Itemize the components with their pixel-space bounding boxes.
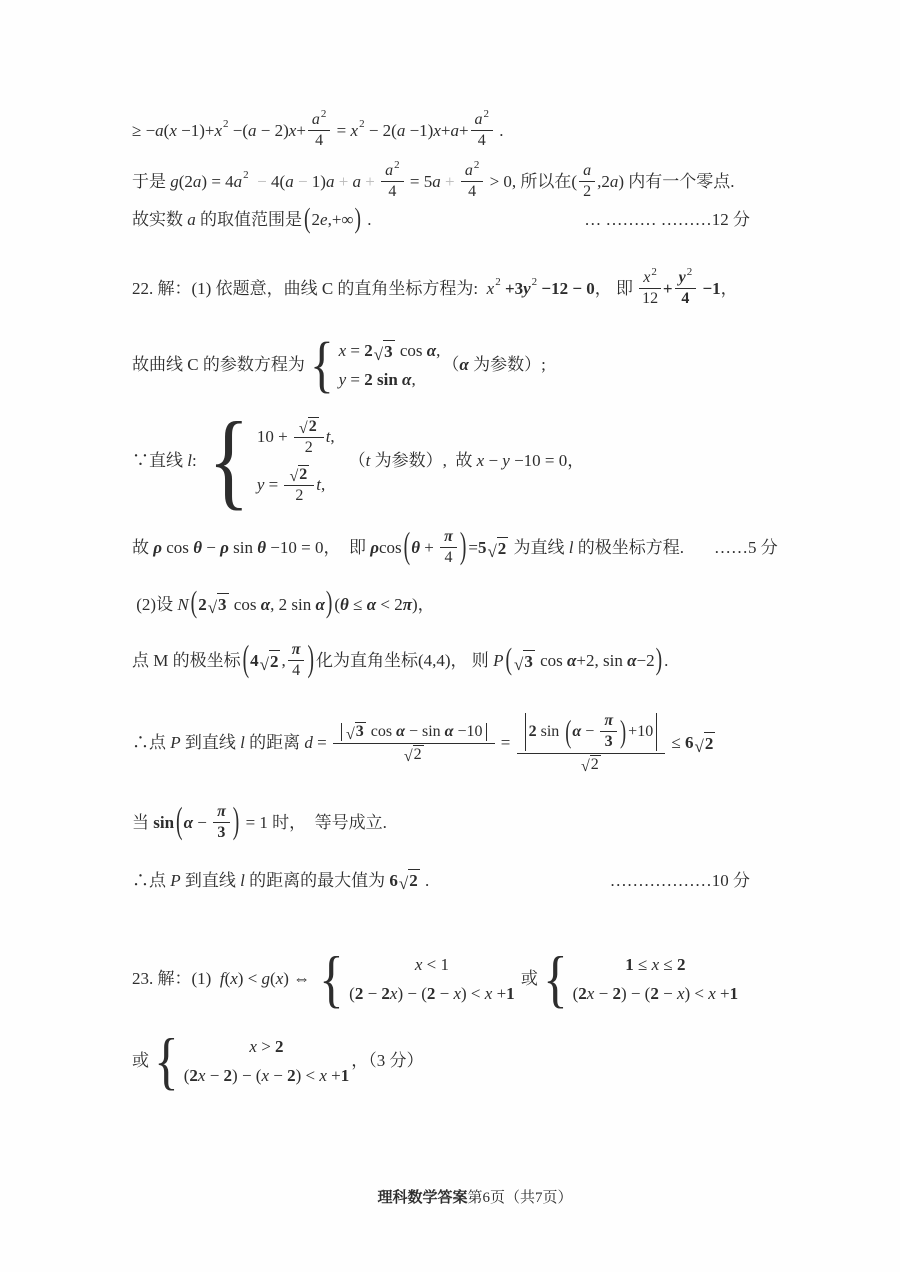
sqrt-radical: √ 3	[513, 651, 533, 675]
big-paren-group: ( α − $\frac{\pi}{3}$ )	[565, 712, 627, 751]
sqrt-radical: √ 2	[581, 755, 599, 776]
formula-line-10: ∴点 P 到直线 l 的距离 d = √ 3 cos α − sin α −10 √ 2 = 2 sin ( α − $\frac{\pi}{3}$ ) +10 √ 2 ≤ 6 √ 2	[132, 712, 714, 776]
fraction: $\frac{\pi}{4}$	[288, 641, 305, 681]
cases-brace-group: { x > 2 ( 2 x − 2 ) − ( x − 2 ) < x + 1	[154, 1025, 350, 1096]
formula-line-3: 故实数 a 的取值范围是 ( 2 e ,+∞ ) . … ……… ………12 分	[132, 203, 750, 235]
fraction: x 2 12	[639, 269, 661, 309]
big-paren-group: ( √ 3 cos α +2, sin α −2 )	[505, 644, 663, 677]
sqrt-radical: √ 3	[373, 341, 393, 364]
sqrt-radical: √ 2	[259, 651, 279, 675]
sqrt-radical: √ 2	[398, 871, 418, 894]
big-paren-group: ( 2 √ 3 cos α , 2 sin α )	[190, 587, 333, 620]
big-paren-group: ( 2 e ,+∞ )	[304, 203, 362, 235]
formula-line-2: 于是 g (2 a ) = 4 a 2 − 4( a − 1) a + a + a 2 4 = 5 a + a 2 4 > 0, 所以在( $\frac{a}{2}$ ,2 a ) 内有一个零点.	[132, 158, 735, 201]
fraction: √ 2 2	[284, 465, 314, 506]
sqrt-radical: √ 2	[298, 417, 317, 438]
fraction: $\frac{\pi}{3}$	[213, 803, 230, 843]
formula-line-9: 点 M 的极坐标 ( 4 √ 2 , $\frac{\pi}{4}$ ) 化为直角坐标(4,4)， 则 P ( √ 3 cos α +2, sin α −2 ) .	[132, 640, 669, 681]
big-paren-group: ( α − $\frac{\pi}{3}$ )	[176, 802, 240, 843]
fraction	[333, 722, 495, 764]
formula-line-6: ∵直线 l : { 10 + √ 2 2 t , y = √ 2 2 t , （ t 为参数）, 故 x − y −10 = 0，	[132, 401, 585, 520]
footer-title: 理科数学答案	[377, 1190, 468, 1206]
sqrt-radical: √ 3	[345, 723, 364, 743]
fraction: $\frac{\pi}{3}$	[600, 712, 617, 752]
fraction: $\frac{a}{2}$	[579, 162, 595, 202]
fraction: $\frac{\pi}{4}$	[440, 528, 457, 568]
fraction: a 2 4	[381, 162, 404, 202]
formula-line-11: 当 sin ( α − $\frac{\pi}{3}$ ) = 1 时， 等号成立.	[132, 802, 387, 843]
absolute-value-group: √ 3 cos α − sin α −10	[338, 722, 490, 741]
formula-line-4: 22. 解：(1) 依题意，曲线 C 的直角坐标方程为: x 2 +3 y 2 −12 − 0 ， 即 x 2 12 + y 2 4 −1 ，	[132, 265, 738, 308]
absolute-value-group: 2 sin ( α − $\frac{\pi}{3}$ ) +10	[522, 712, 661, 752]
formula-line-12: ∴点 P 到直线 l 的距离的最大值为 6 √ 2 . ………………10 分	[132, 870, 750, 894]
fraction: a 2 4	[471, 111, 494, 151]
formula-line-1: ≥ − a ( x −1)+ x 2 −( a − 2) x + a 2 4 = x 2 − 2( a −1) x + a + a 2 4 .	[132, 107, 504, 150]
sqrt-radical: √ 2	[487, 538, 507, 562]
formula-line-7: 故 ρ cos θ − ρ sin θ −10 = 0， 即 ρ cos ( θ + $\frac{\pi}{4}$ ) = 5 √ 2 为直线 l 的极坐标方程. ……5 分	[132, 527, 778, 568]
fraction: y 2 4	[675, 269, 697, 309]
formula-line-14: 或 { x > 2 ( 2 x − 2 ) − ( x − 2 ) < x + 1 ，（3 分）	[132, 1025, 424, 1096]
formula-line-8: (2)设 N ( 2 √ 3 cos α , 2 sin α ) ( θ ≤ α < 2 π )，	[132, 587, 435, 620]
fraction: a 2 4	[308, 111, 331, 151]
big-paren-group: ( 4 √ 2 , $\frac{\pi}{4}$ )	[242, 640, 314, 681]
cases-brace-group: { x = 2 √ 3 cos α , y = 2 sin α ,	[309, 331, 441, 399]
fraction: √ 2 2	[294, 417, 324, 458]
formula-line-13: 23. 解：(1) f ( x ) < g ( x ) ⇔ { x < 1 ( 2 − 2 x ) − ( 2 − x ) < x + 1 或 { 1 ≤ x ≤ 2 ( 2 x − 2 ) − ( 2 − x ) < x + 1	[132, 943, 739, 1014]
sqrt-radical: √ 2	[289, 465, 308, 485]
big-paren-group: ( θ + $\frac{\pi}{4}$ )	[403, 527, 467, 568]
cases-brace-group: { 10 + √ 2 2 t , y = √ 2 2 t ,	[208, 401, 335, 520]
footer-page-number: 第6页（共7页）	[467, 1190, 573, 1206]
sqrt-radical: √ 2	[403, 745, 422, 765]
sqrt-radical: √ 3	[207, 595, 227, 618]
fraction: a 2 4	[461, 162, 484, 202]
cases-brace-group: { 1 ≤ x ≤ 2 ( 2 x − 2 ) − ( 2 − x ) < x + 1	[542, 943, 739, 1014]
fraction	[517, 712, 666, 774]
sqrt-radical: √ 2	[694, 733, 714, 757]
cases-brace-group: { x < 1 ( 2 − 2 x ) − ( 2 − x ) < x + 1	[319, 943, 515, 1014]
formula-line-5: 故曲线 C 的参数方程为 { x = 2 √ 3 cos α , y = 2 sin α , （ α 为参数）;	[132, 331, 546, 399]
page-footer	[25, 1186, 900, 1207]
